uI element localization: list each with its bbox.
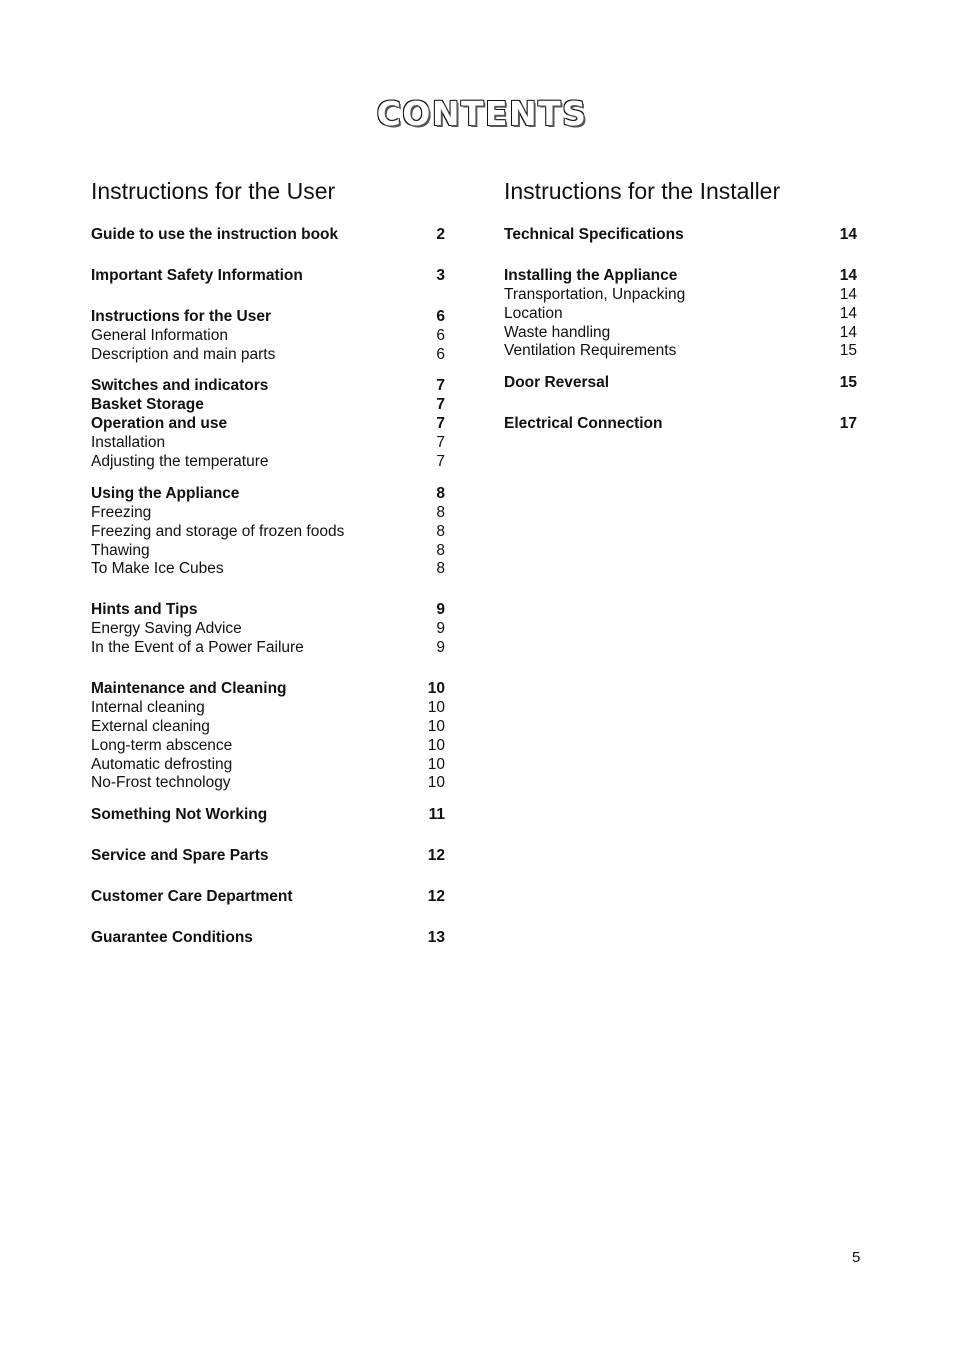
- toc-entry-title: Waste handling: [504, 323, 611, 341]
- toc-entry-title: Hints and Tips: [91, 601, 198, 619]
- toc-entry-title: Guarantee Conditions: [91, 929, 253, 947]
- toc-entry-title: Door Reversal: [504, 374, 610, 392]
- toc-entry-page: 11: [428, 806, 445, 824]
- toc-entry-title: Operation and use: [91, 415, 228, 433]
- toc-entry-page: 7: [436, 453, 445, 471]
- toc-entry: [91, 737, 445, 756]
- toc-entry-page: 15: [839, 342, 857, 360]
- toc-entry-page: 13: [427, 929, 445, 947]
- toc-entry-title: Freezing: [91, 503, 152, 521]
- toc-entry-page: 6: [436, 326, 445, 344]
- toc-entry-page: 15: [839, 374, 857, 392]
- toc-entry-title: External cleaning: [91, 717, 210, 735]
- toc-entry: [504, 267, 857, 286]
- toc-entry-page: 8: [436, 484, 445, 502]
- page-title: CONTENTS: [376, 94, 588, 133]
- toc-entry-title: Instructions for the User: [91, 307, 271, 325]
- toc-entry-title: Adjusting the temperature: [91, 453, 269, 471]
- toc-entry: [91, 680, 445, 699]
- user-section-heading: Instructions for the User: [91, 178, 336, 204]
- toc-entry-title: No-Frost technology: [91, 774, 231, 792]
- toc-entry-page: 14: [839, 323, 857, 341]
- toc-entry: [91, 415, 445, 434]
- toc-entry-page: 7: [436, 377, 445, 395]
- toc-entry-page: 14: [839, 226, 857, 243]
- toc-entry-title: In the Event of a Power Failure: [91, 639, 304, 657]
- toc-entry-page: 10: [427, 755, 445, 773]
- toc-entry-title: Something Not Working: [91, 806, 268, 824]
- toc-entry-page: 12: [427, 847, 445, 865]
- toc-entry-page: 10: [427, 774, 445, 792]
- toc-entry-title: Electrical Connection: [504, 415, 663, 433]
- toc-entry-page: 7: [436, 415, 445, 433]
- page-number: 5: [852, 1249, 861, 1266]
- toc-entry: [504, 342, 857, 361]
- toc-entry-title: Important Safety Information: [91, 266, 303, 284]
- user-toc-list: [91, 226, 445, 948]
- toc-entry: [91, 504, 445, 523]
- toc-entry: [91, 308, 445, 327]
- toc-entry-page: 8: [436, 503, 445, 521]
- toc-entry: [91, 267, 445, 286]
- toc-entry: [91, 847, 445, 866]
- toc-entry-page: 3: [436, 266, 445, 284]
- toc-entry: [91, 929, 445, 948]
- toc-entry: [91, 396, 445, 415]
- toc-entry-page: 7: [436, 434, 445, 452]
- toc-entry: [91, 453, 445, 472]
- toc-entry-title: Installation: [91, 434, 166, 452]
- toc-entry-page: 8: [436, 541, 445, 559]
- toc-entry: [91, 699, 445, 718]
- toc-entry: [91, 542, 445, 561]
- toc-entry-page: 7: [436, 396, 445, 414]
- toc-entry: [91, 485, 445, 504]
- toc-entry-page: 10: [427, 717, 445, 735]
- toc-entry-title: Energy Saving Advice: [91, 620, 242, 638]
- toc-entry-title: Basket Storage: [91, 396, 204, 414]
- toc-entry: [91, 346, 445, 365]
- toc-entry-title: Location: [504, 304, 563, 322]
- toc-entry-title: Guide to use the instruction book: [91, 226, 339, 243]
- toc-entry: [91, 327, 445, 346]
- toc-entry: [91, 620, 445, 639]
- toc-entry-page: 6: [436, 307, 445, 325]
- toc-entry: [91, 756, 445, 775]
- toc-entry-page: 10: [427, 736, 445, 754]
- toc-entry: [91, 774, 445, 793]
- toc-entry-page: 2: [436, 226, 445, 243]
- toc-entry: [91, 601, 445, 620]
- toc-entry-page: 8: [436, 522, 445, 540]
- toc-entry: [504, 305, 857, 324]
- toc-entry: [504, 415, 857, 434]
- toc-entry-page: 14: [839, 285, 857, 303]
- toc-entry: [504, 226, 857, 245]
- toc-entry-page: 17: [839, 415, 857, 433]
- toc-entry: [91, 560, 445, 579]
- toc-entry-page: 9: [436, 601, 445, 619]
- installer-instructions-column: [504, 178, 857, 434]
- toc-entry-page: 8: [436, 560, 445, 578]
- toc-entry-title: Automatic defrosting: [91, 755, 233, 773]
- toc-entry: [91, 806, 445, 825]
- toc-entry: [91, 639, 445, 658]
- toc-entry-page: 12: [427, 888, 445, 906]
- toc-entry: [91, 718, 445, 737]
- user-instructions-column: [91, 178, 445, 948]
- toc-entry-title: Maintenance and Cleaning: [91, 680, 287, 698]
- toc-entry-title: Description and main parts: [91, 345, 276, 363]
- toc-entry-title: Ventilation Requirements: [504, 342, 677, 360]
- toc-entry-page: 10: [427, 680, 445, 698]
- installer-section-heading: Instructions for the Installer: [504, 178, 781, 204]
- toc-entry: [91, 377, 445, 396]
- toc-entry-title: Switches and indicators: [91, 377, 269, 395]
- toc-entry-page: 14: [839, 266, 857, 284]
- toc-entry-title: Using the Appliance: [91, 484, 240, 502]
- toc-entry-title: Freezing and storage of frozen foods: [91, 522, 345, 540]
- toc-entry-page: 9: [436, 639, 445, 657]
- toc-entry-page: 9: [436, 620, 445, 638]
- toc-entry-title: Long-term abscence: [91, 736, 233, 754]
- toc-entry-page: 10: [427, 698, 445, 716]
- toc-entry-title: General Information: [91, 326, 228, 344]
- toc-entry: [504, 374, 857, 393]
- toc-entry-title: Service and Spare Parts: [91, 847, 269, 865]
- toc-entry: [91, 888, 445, 907]
- toc-entry: [91, 523, 445, 542]
- toc-entry-page: 6: [436, 345, 445, 363]
- toc-entry-title: Customer Care Department: [91, 888, 293, 906]
- toc-entry-title: Technical Specifications: [504, 226, 684, 243]
- toc-entry-title: Installing the Appliance: [504, 266, 678, 284]
- toc-entry-title: Thawing: [91, 541, 150, 559]
- toc-entry-page: 14: [839, 304, 857, 322]
- toc-entry: [91, 434, 445, 453]
- toc-entry-title: Transportation, Unpacking: [504, 285, 686, 303]
- toc-entry: [91, 226, 445, 245]
- installer-toc-list: [504, 226, 857, 434]
- toc-entry: [504, 286, 857, 305]
- toc-entry-title: Internal cleaning: [91, 698, 205, 716]
- toc-entry-title: To Make Ice Cubes: [91, 560, 224, 578]
- toc-entry: [504, 324, 857, 343]
